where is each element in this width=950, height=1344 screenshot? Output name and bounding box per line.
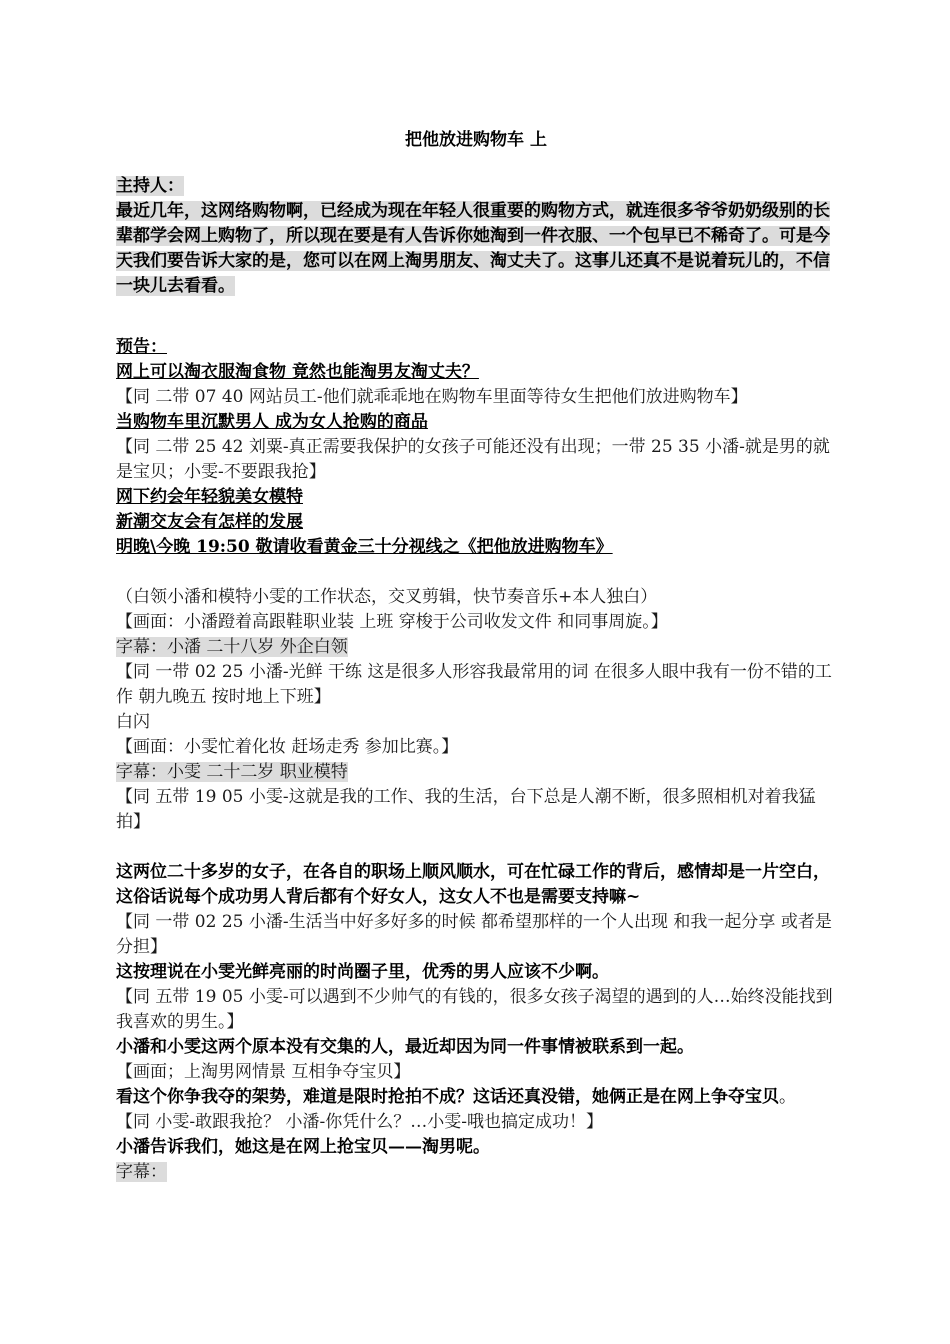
document-body xyxy=(116,128,836,1185)
host-label: 主持人： xyxy=(116,176,184,196)
preview-sync-2: 【同 二带 25 42 刘粟-真正需要我保护的女孩子可能还没有出现；一带 25 35 小潘-就是男的就是宝贝；小雯-不要跟我抢】 xyxy=(116,437,830,482)
scene-direction: （白领小潘和模特小雯的工作状态，交叉剪辑，快节奏音乐+本人独白） xyxy=(116,587,658,607)
narration-3: 小潘和小雯这两个原本没有交集的人，最近却因为同一件事情被联系到一起。 xyxy=(116,1037,694,1057)
narration-2: 这按理说在小雯光鲜亮丽的时尚圈子里，优秀的男人应该不少啊。 xyxy=(116,962,609,982)
sync-quote-4: 【同 五带 19 05 小雯-可以遇到不少帅气的有钱的，很多女孩子渴望的遇到的人…始终没能找到我喜欢的男生。】 xyxy=(116,987,833,1032)
preview-label: 预告： xyxy=(116,337,167,357)
sync-quote-2: 【同 五带 19 05 小雯-这就是我的工作、我的生活，台下总是人潮不断，很多照相机对着我猛拍】 xyxy=(116,787,816,832)
caption-3: 字幕： xyxy=(116,1162,167,1182)
preview-headline-4: 新潮交友会有怎样的发展 xyxy=(116,512,303,532)
sync-quote-1: 【同 一带 02 25 小潘-光鲜 干练 这是很多人形容我最常用的词 在很多人眼中我有一份不错的工作 朝九晚五 按时地上下班】 xyxy=(116,662,832,707)
sync-quote-3: 【同 一带 02 25 小潘-生活当中好多好多的时候 都希望那样的一个人出现 和我一起分享 或者是分担】 xyxy=(116,912,832,957)
scene-visual-1: 【画面：小潘蹬着高跟鞋职业装 上班 穿梭于公司收发文件 和同事周旋。】 xyxy=(116,612,668,632)
caption-2: 字幕：小雯 二十二岁 职业模特 xyxy=(116,762,348,782)
caption-1: 字幕：小潘 二十八岁 外企白领 xyxy=(116,637,348,657)
host-intro: 最近几年，这网络购物啊，已经成为现在年轻人很重要的购物方式，就连很多爷爷奶奶级别的长辈都学会网上购物了，所以现在要是有人告诉你她淘到一件衣服、一个包早已不稀奇了。可是今天我们要告诉大家的是，您可以在网上淘男朋友、淘丈夫了。这事儿还真不是说着玩儿的，不信一块儿去看看。 xyxy=(116,201,830,296)
document-title: 把他放进购物车 上 xyxy=(405,130,547,150)
scene-visual-3: 【画面；上淘男网情景 互相争夺宝贝】 xyxy=(116,1062,411,1082)
scene-visual-2: 【画面：小雯忙着化妆 赶场走秀 参加比赛。】 xyxy=(116,737,459,757)
preview-airtime: 明晚\今晚 19:50 敬请收看黄金三十分视线之《把他放进购物车》 xyxy=(116,537,613,557)
preview-headline-2: 当购物车里沉默男人 成为女人抢购的商品 xyxy=(116,412,428,432)
sync-quote-5: 【同 小雯-敢跟我抢？ 小潘-你凭什么？…小雯-哦也搞定成功！】 xyxy=(116,1112,604,1132)
preview-headline-1: 网上可以淘衣服淘食物 竟然也能淘男友淘丈夫？ xyxy=(116,362,479,382)
narration-5: 小潘告诉我们，她这是在网上抢宝贝——淘男呢。 xyxy=(116,1137,490,1157)
preview-headline-3: 网下约会年轻貌美女模特 xyxy=(116,487,303,507)
narration-1: 这两位二十多岁的女子，在各自的职场上顺风顺水，可在忙碌工作的背后，感情却是一片空白，这俗话说每个成功男人背后都有个好女人，这女人不也是需要支持嘛~ xyxy=(116,862,830,907)
preview-sync-1: 【同 二带 07 40 网站员工-他们就乖乖地在购物车里面等待女生把他们放进购物车】 xyxy=(116,387,748,407)
transition-flash: 白闪 xyxy=(116,712,150,732)
narration-4: 看这个你争我夺的架势，难道是限时抢拍不成？这话还真没错，她俩正是在网上争夺宝贝。 xyxy=(116,1087,796,1107)
